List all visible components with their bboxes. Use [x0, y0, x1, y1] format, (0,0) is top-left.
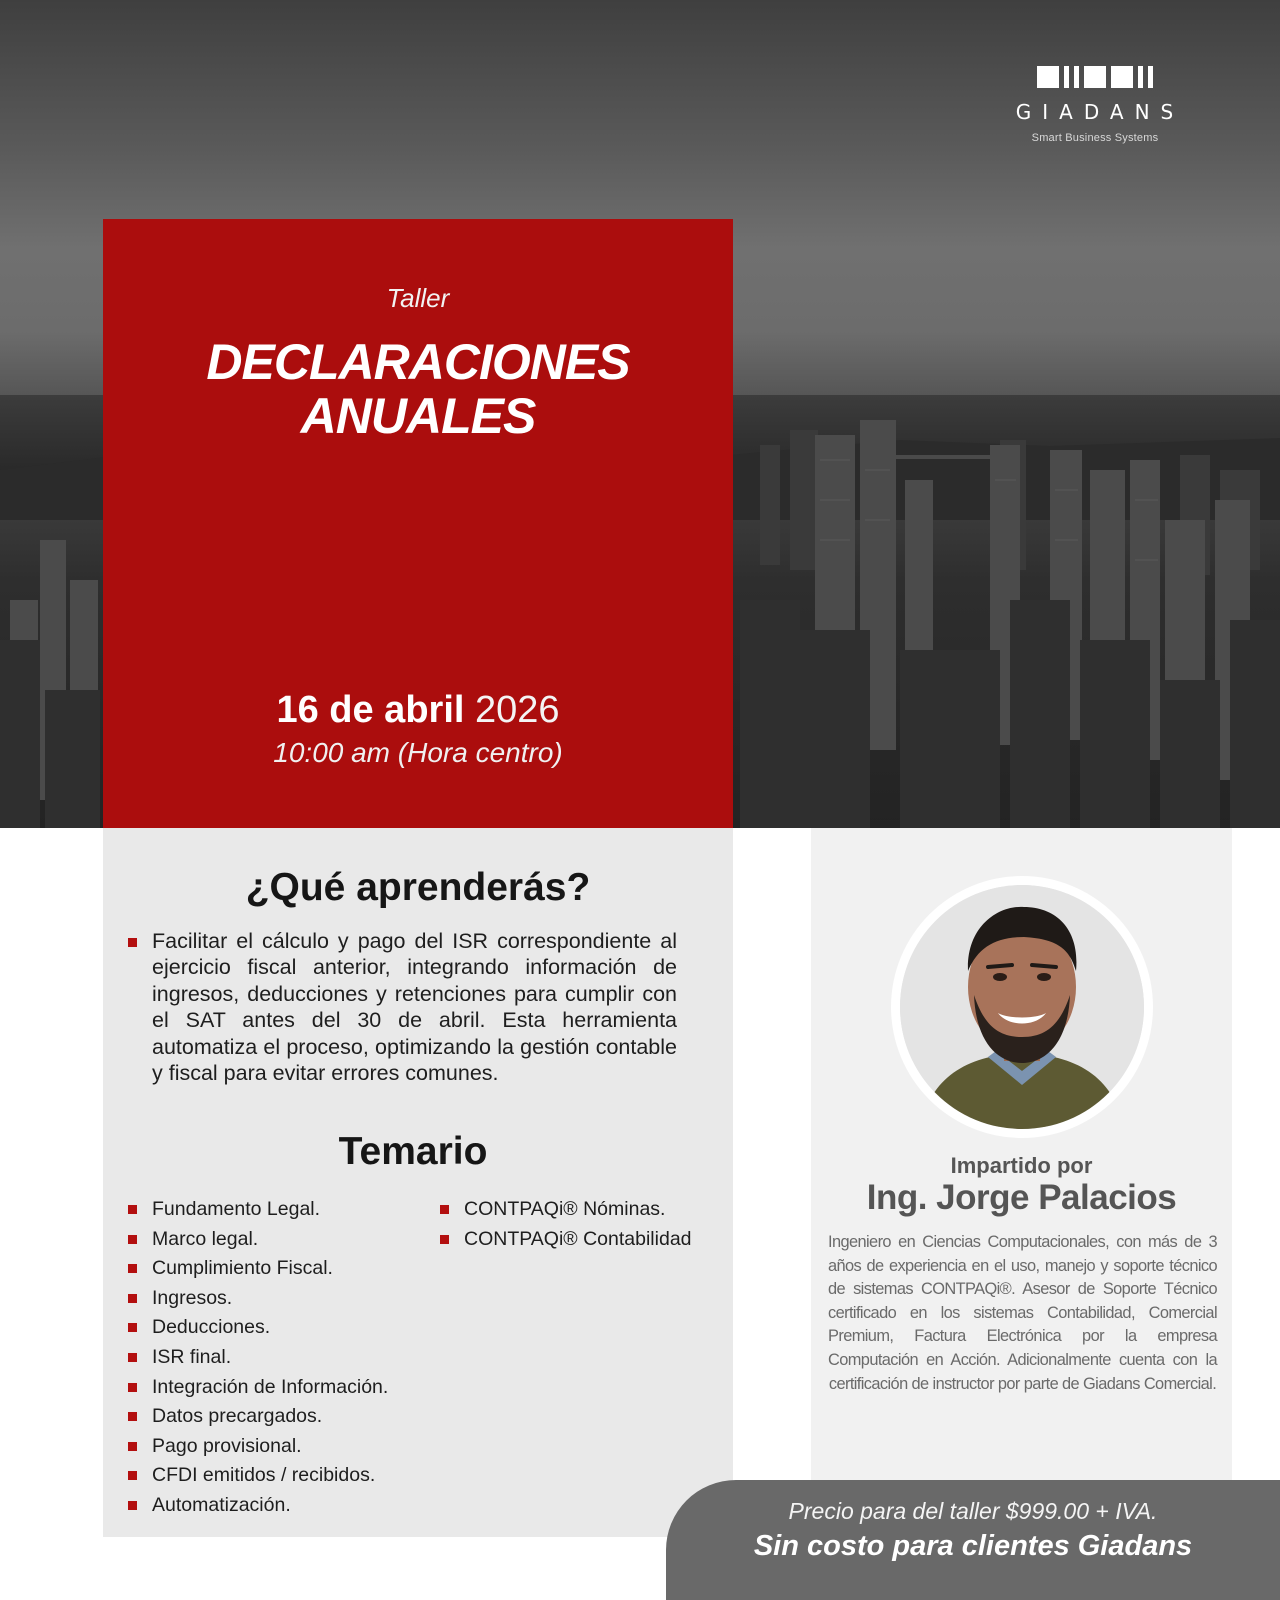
- instructor-name: Ing. Jorge Palacios: [866, 1178, 1177, 1217]
- square-bullet-icon: [128, 1471, 137, 1480]
- square-bullet-icon: [128, 1501, 137, 1510]
- list-item: CONTPAQi® Contabilidad: [440, 1225, 692, 1255]
- square-bullet-icon: [128, 1323, 137, 1332]
- list-item: Integración de Información.: [128, 1373, 388, 1403]
- temario-list-column-2: [440, 1195, 692, 1254]
- temario-list-column-1: [128, 1195, 388, 1521]
- learning-panel: [103, 828, 733, 1537]
- event-title-line-1: DECLARACIONES: [206, 334, 630, 390]
- list-item: Deducciones.: [128, 1313, 388, 1343]
- square-bullet-icon: [128, 1205, 137, 1214]
- square-bullet-icon: [440, 1235, 449, 1244]
- square-bullet-icon: [440, 1205, 449, 1214]
- square-bullet-icon: [128, 1235, 137, 1244]
- price-text: Precio para del taller $999.00 + IVA.: [788, 1498, 1158, 1524]
- instructor-photo: [900, 885, 1144, 1129]
- event-date-day: 16 de abril: [276, 689, 465, 731]
- square-bullet-icon: [128, 1294, 137, 1303]
- price-banner: [666, 1480, 1280, 1600]
- giadans-logo: [990, 66, 1200, 144]
- brand-name: GIADANS: [1015, 100, 1185, 124]
- square-bullet-icon: [128, 1442, 137, 1451]
- list-item: ISR final.: [128, 1343, 388, 1373]
- list-item: Marco legal.: [128, 1225, 388, 1255]
- learn-heading: ¿Qué aprenderás?: [245, 866, 591, 909]
- square-bullet-icon: [128, 1353, 137, 1362]
- list-item: CFDI emitidos / recibidos.: [128, 1461, 388, 1491]
- square-bullet-icon: [128, 1264, 137, 1273]
- list-item: Cumplimiento Fiscal.: [128, 1254, 388, 1284]
- learn-description: Facilitar el cálculo y pago del ISR correspondiente al ejercicio fiscal anterior, integrando información de ingresos, deducciones y retenciones para cumplir con el SAT antes del 30 de abril. Esta herramienta automatiza el proceso, optimizando la gestión contable y fiscal para evitar errores comunes.: [152, 929, 677, 1086]
- instructor-label: Impartido por: [950, 1153, 1093, 1178]
- list-item: CONTPAQi® Nóminas.: [440, 1195, 692, 1225]
- instructor-panel: [811, 828, 1232, 1480]
- giadans-logo-mark-icon: [990, 66, 1200, 88]
- list-item: Ingresos.: [128, 1284, 388, 1314]
- square-bullet-icon: [128, 1383, 137, 1392]
- brand-tagline: Smart Business Systems: [1031, 132, 1159, 144]
- list-item: Automatización.: [128, 1491, 388, 1521]
- event-time: 10:00 am (Hora centro): [273, 737, 563, 768]
- event-date-year: 2026: [475, 689, 560, 731]
- list-item: Pago provisional.: [128, 1432, 388, 1462]
- square-bullet-icon: [128, 1412, 137, 1421]
- list-item: Fundamento Legal.: [128, 1195, 388, 1225]
- list-item: Datos precargados.: [128, 1402, 388, 1432]
- event-title: [103, 335, 733, 443]
- avatar: [900, 885, 1144, 1129]
- temario-heading: Temario: [338, 1130, 488, 1173]
- event-date: [103, 689, 733, 732]
- instructor-bio: Ingeniero en Ciencias Computacionales, con más de 3 años de experiencia en el uso, manejo y soporte técnico de sistemas CONTPAQi®. Asesor de Soporte Técnico certificado en los sistemas Contabilidad, Comercial Premium, Factura Electrónica por la empresa Computación en Acción. Adicionalmente cuenta con la certificación de instructor por parte de Giadans Comercial.: [828, 1233, 1217, 1393]
- event-title-line-2: ANUALES: [300, 388, 536, 444]
- event-kicker: Taller: [386, 283, 450, 313]
- free-for-clients-text: Sin costo para clientes Giadans: [753, 1530, 1193, 1562]
- square-bullet-icon: [128, 938, 137, 947]
- event-title-panel: [103, 219, 733, 828]
